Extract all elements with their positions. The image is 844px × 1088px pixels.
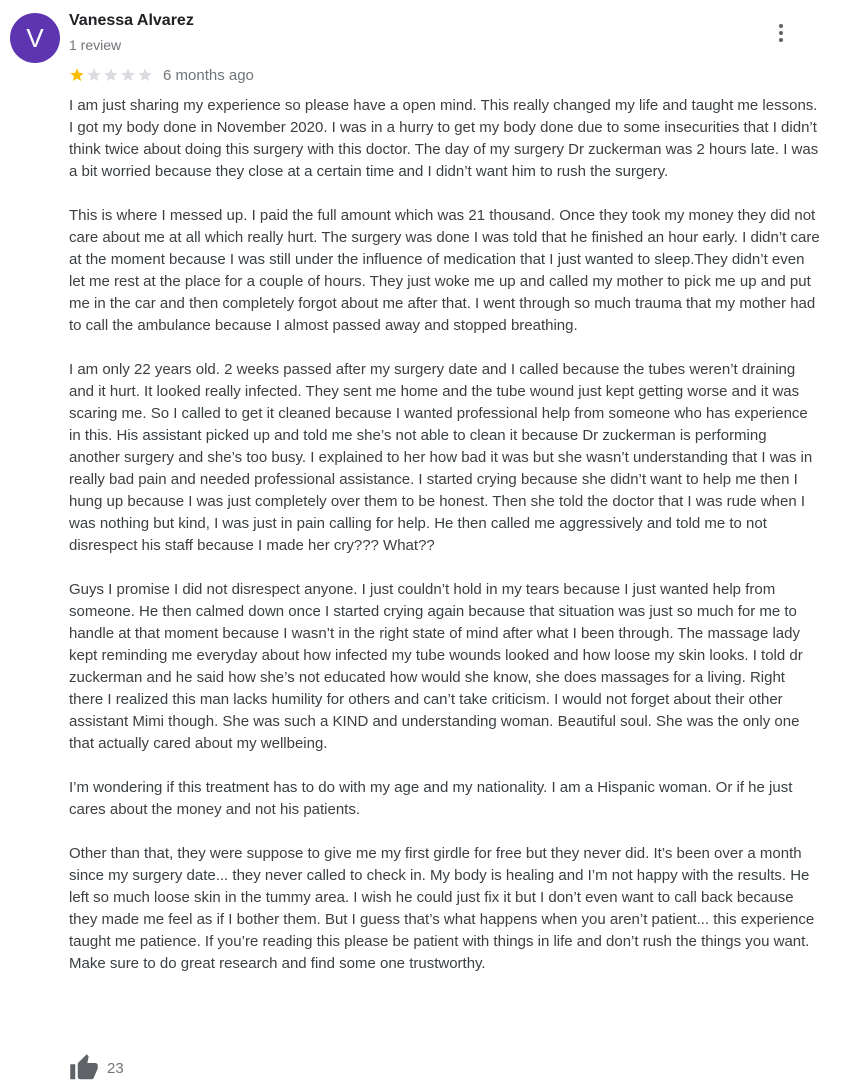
star-empty-icon (103, 67, 119, 83)
review-paragraph: Guys I promise I did not disrespect anyone. I just couldn’t hold in my tears because I just wanted help from someone. He then calmed down once I started crying again because that situation was just so much for me to handle at that moment because I wasn’t in the right state of mind after what I been through. The massage lady kept reminding me everyday about how infected my tube wounds looked and how loose my skin looks. I told dr zuckerman and he said how she’s not educated how would she know, she does massages for a living. Right there I realized this man lacks humility for others and can’t take criticism. I would not forget about their other assistant Mimi though. She was such a KIND and understanding woman. Beautiful soul. She was the only one that actually cared about my wellbeing. (69, 581, 803, 752)
more-vert-icon-dot (779, 24, 783, 28)
star-empty-icon (137, 67, 153, 83)
rating-row (69, 66, 254, 84)
review-body (69, 95, 821, 975)
review-paragraph: Other than that, they were suppose to give me my first girdle for free but they never did. It’s been over a month since my surgery date... they never called to check in. My body is healing and I’m not happy with the results. He left so much loose skin in the tummy area. I wish he could just fix it but I don’t even want to call back because they made me feel as if I bother them. But I guess that’s what happens when you aren’t patient... this experience taught me patience. If you’re reading this please be patient with things in life and don’t rush the things you want. Make sure to do great research and find some one trustworthy. (69, 845, 815, 972)
review-paragraph: This is where I messed up. I paid the full amount which was 21 thousand. Once they took my money they did not care about me at all which really hurt. The surgery was done I was told that he finished an hour early. I didn’t care at the moment because I was still under the influence of medication that I just wanted to sleep.They didn’t even let me rest at the place for a couple of hours. They just woke me up and called my mother to pick me up and put me in the car and then completely forgot about me after that. I went through so much trauma that my mother had to call the ambulance because I almost passed away and stopped breathing. (69, 207, 820, 334)
reviewer-avatar[interactable]: V (10, 13, 60, 63)
star-empty-icon (120, 67, 136, 83)
review-paragraph: I am just sharing my experience so please have a open mind. This really changed my life and taught me lessons. I got my body done in November 2020. I was in a hurry to get my body done due to some insecurities that I didn’t think twice about doing this surgery with this doctor. The day of my surgery Dr zuckerman was 2 hours late. I was a bit worried because they close at a certain time and I didn’t want him to rush the surgery. (69, 97, 819, 180)
reviewer-name[interactable]: Vanessa Alvarez (69, 12, 194, 29)
more-vert-icon-dot (779, 38, 783, 42)
review-paragraph: I am only 22 years old. 2 weeks passed after my surgery date and I called because the tubes weren’t draining and it hurt. It looked really infected. They sent me home and the tube wound just kept getting worse and it was scaring me. So I called to get it cleaned because I wanted professional help from someone who has experience in this. His assistant picked up and told me she’s not able to clean it because Dr zuckerman is performing another surgery and she’s too busy. I explained to her how bad it was but she wasn’t understanding that I was in really bad pain and needed professional assistance. I started crying because she didn’t want to help me then I hung up because I was just completely over them to be honest. Then she told the doctor that I was rude when I was nothing but kind, I was just in pain calling for help. He then called me aggressively and told me to not disrespect his staff because I made her cry??? What?? (69, 361, 813, 554)
like-button[interactable] (69, 1053, 124, 1083)
more-options-button[interactable] (769, 20, 793, 46)
review-paragraph: I’m wondering if this treatment has to do with my age and my nationality. I am a Hispanic woman. Or if he just cares about the money and not his patients. (69, 779, 793, 818)
review-date: 6 months ago (163, 66, 254, 84)
more-vert-icon-dot (779, 31, 783, 35)
thumb-up-icon (69, 1053, 99, 1083)
reviewer-review-count: 1 review (69, 37, 122, 53)
like-count: 23 (107, 1059, 124, 1077)
star-empty-icon (86, 67, 102, 83)
star-filled-icon (69, 67, 85, 83)
star-rating (69, 67, 153, 83)
